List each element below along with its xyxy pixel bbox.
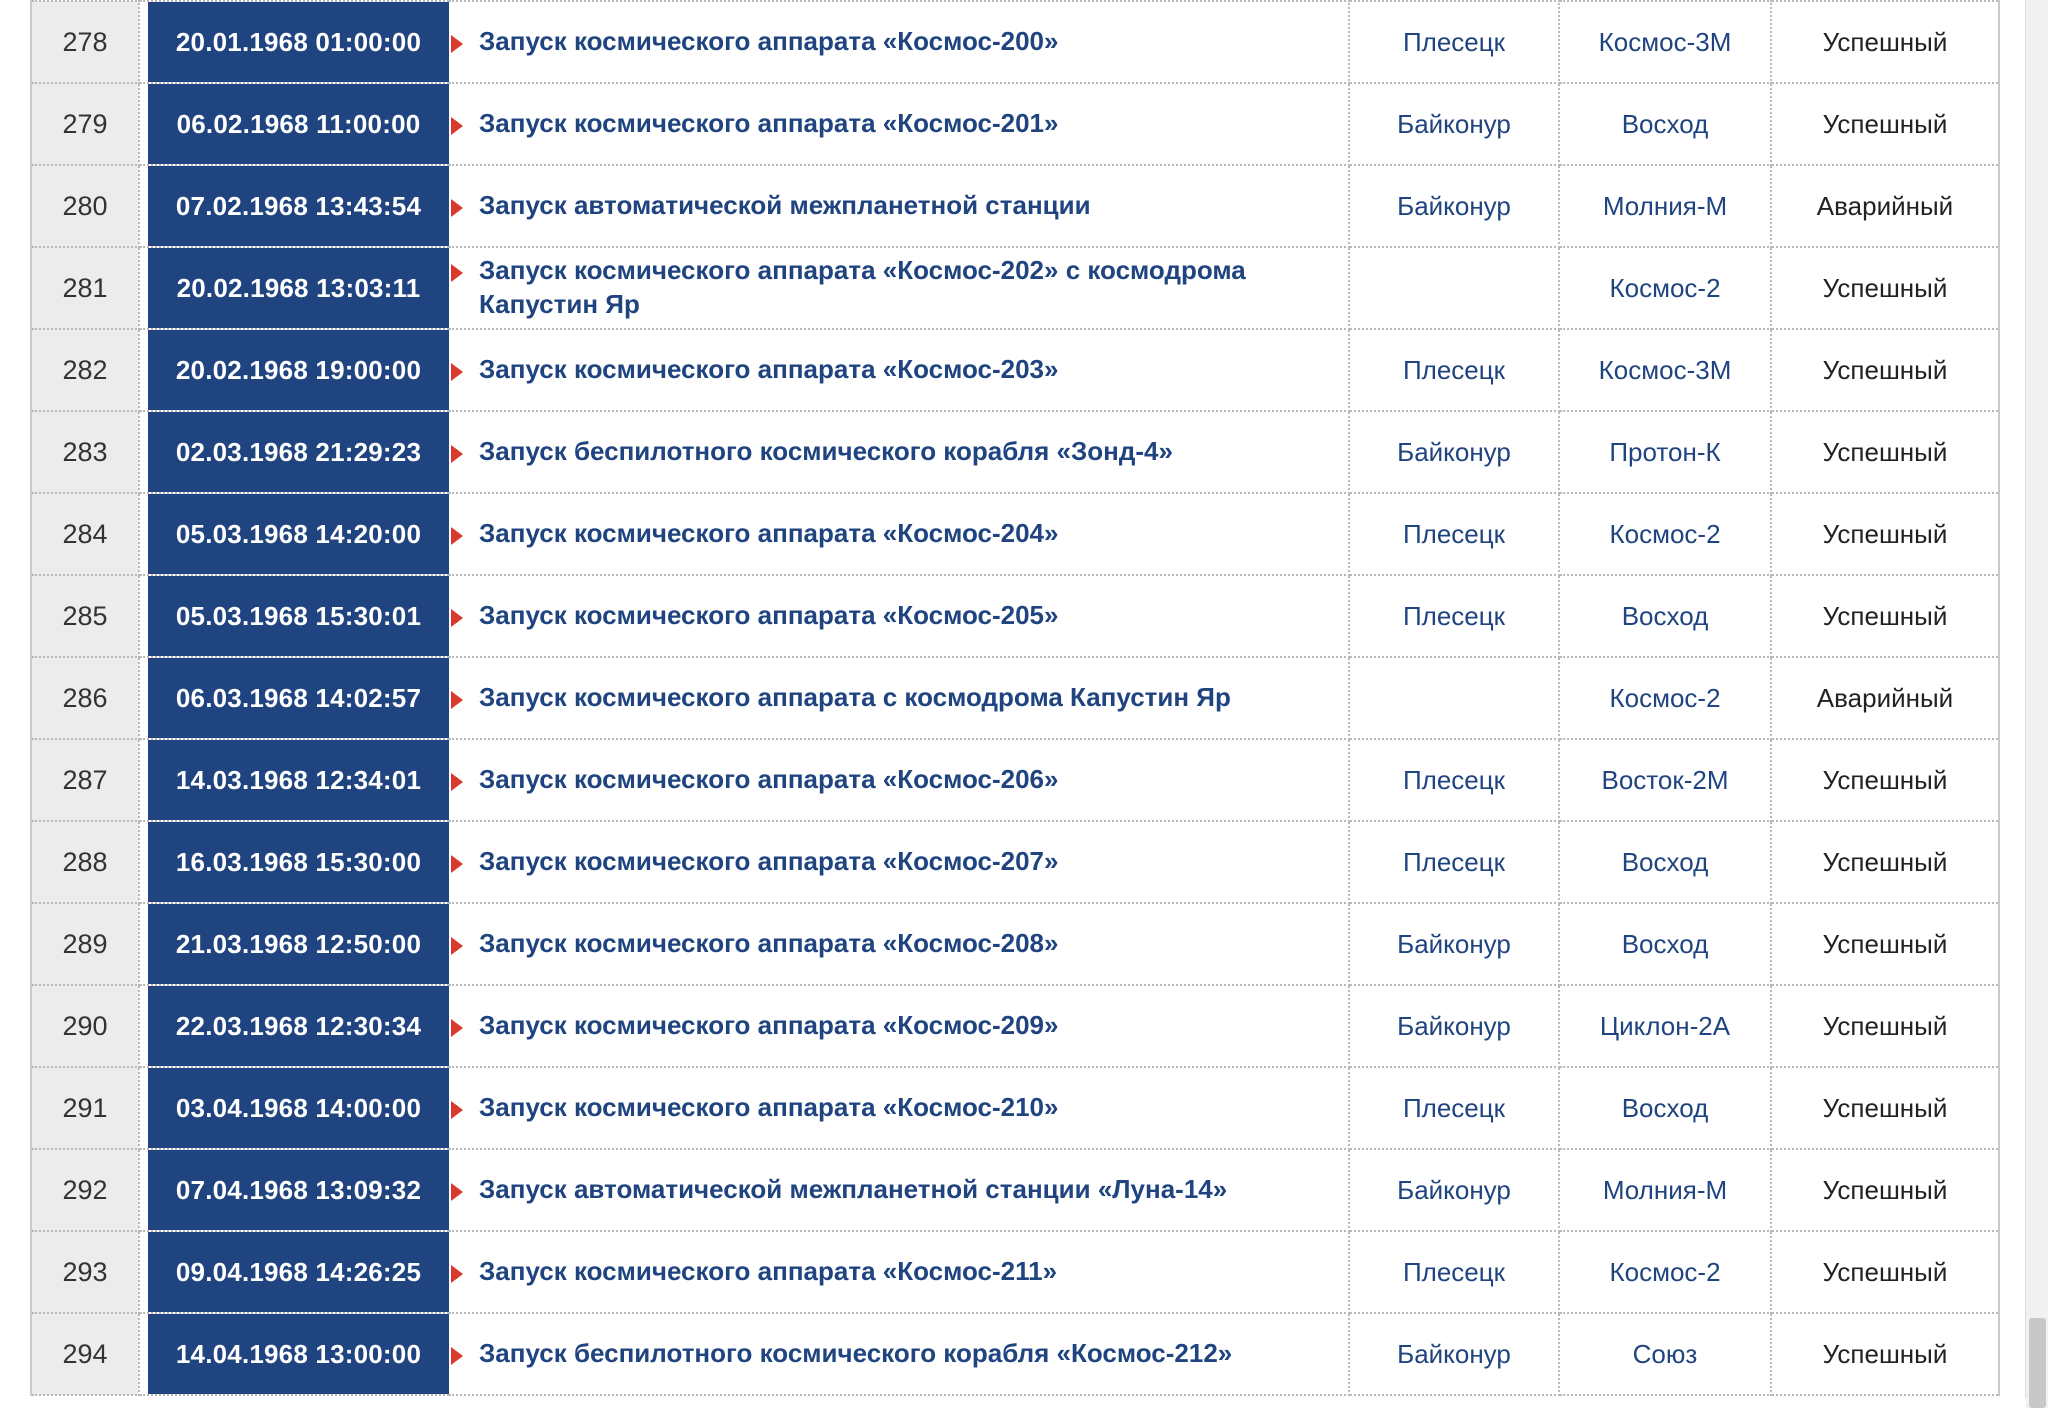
datetime-badge: 06.03.1968 14:02:57 [148,658,449,738]
row-description-cell [449,1231,1349,1313]
launch-site[interactable]: Плесецк [1349,1231,1559,1313]
datetime-badge: 20.02.1968 13:03:11 [148,248,449,328]
status-text: Успешный [1822,108,1948,139]
datetime-badge: 05.03.1968 15:30:01 [148,576,449,656]
datetime-badge: 06.02.1968 11:00:00 [148,84,449,164]
row-datetime-cell [139,985,449,1067]
launch-site[interactable]: Плесецк [1349,575,1559,657]
launch-vehicle[interactable]: Протон-К [1559,411,1771,493]
status-text: Аварийный [1816,682,1954,713]
datetime-badge: 07.04.1968 13:09:32 [148,1150,449,1230]
triangle-right-icon [449,526,465,546]
event-link[interactable]: Запуск космического аппарата «Космос-206» [479,764,1059,795]
row-datetime-cell [139,1231,449,1313]
scrollbar-thumb[interactable] [2029,1318,2046,1408]
launch-vehicle[interactable]: Восход [1559,575,1771,657]
row-number: 286 [31,657,139,739]
status-badge [1771,247,1999,329]
row-description-cell [449,83,1349,165]
launch-vehicle[interactable]: Восток-2М [1559,739,1771,821]
datetime-badge: 07.02.1968 13:43:54 [148,166,449,246]
status-badge [1771,985,1999,1067]
row-datetime-cell [139,329,449,411]
launch-site[interactable]: Байконур [1349,165,1559,247]
launch-site[interactable]: Байконур [1349,83,1559,165]
launch-site[interactable]: Байконур [1349,1149,1559,1231]
row-number: 288 [31,821,139,903]
launch-vehicle[interactable]: Космос-2 [1559,493,1771,575]
table-row[interactable] [31,411,1999,493]
row-number: 287 [31,739,139,821]
row-number: 279 [31,83,139,165]
triangle-right-icon [449,1100,465,1120]
event-link[interactable]: Запуск космического аппарата «Космос-209» [479,1010,1059,1041]
launch-vehicle[interactable]: Космос-2 [1559,657,1771,739]
row-description-cell [449,247,1349,329]
launch-site[interactable]: Плесецк [1349,329,1559,411]
event-link[interactable]: Запуск беспилотного космического корабля «Зонд-4» [479,436,1173,467]
row-datetime-cell [139,903,449,985]
triangle-right-icon [449,34,465,54]
launch-site[interactable] [1349,657,1559,739]
status-text: Успешный [1822,354,1948,385]
datetime-badge: 05.03.1968 14:20:00 [148,494,449,574]
event-link[interactable]: Запуск космического аппарата «Космос-204» [479,518,1059,549]
row-datetime-cell [139,575,449,657]
datetime-badge: 16.03.1968 15:30:00 [148,822,449,902]
status-badge [1771,1231,1999,1313]
status-text: Успешный [1822,1174,1948,1205]
datetime-badge: 21.03.1968 12:50:00 [148,904,449,984]
row-description-cell [449,1067,1349,1149]
row-datetime-cell [139,739,449,821]
launch-site[interactable]: Плесецк [1349,493,1559,575]
event-link[interactable]: Запуск автоматической межпланетной станции «Луна-14» [479,1174,1228,1205]
table-row[interactable] [31,821,1999,903]
status-badge [1771,329,1999,411]
triangle-right-icon [449,362,465,382]
row-datetime-cell [139,165,449,247]
triangle-right-icon [449,854,465,874]
status-text: Успешный [1822,928,1948,959]
launch-vehicle[interactable]: Молния-М [1559,165,1771,247]
event-link[interactable]: Запуск космического аппарата «Космос-203» [479,354,1059,385]
status-text: Успешный [1822,764,1948,795]
status-text: Успешный [1822,1092,1948,1123]
triangle-right-icon [449,263,465,283]
status-badge [1771,657,1999,739]
table-row[interactable] [31,657,1999,739]
status-text: Аварийный [1816,190,1954,221]
launch-vehicle[interactable]: Восход [1559,83,1771,165]
datetime-badge: 22.03.1968 12:30:34 [148,986,449,1066]
status-badge [1771,165,1999,247]
triangle-right-icon [449,198,465,218]
row-description-cell [449,493,1349,575]
row-number: 294 [31,1313,139,1395]
launch-vehicle[interactable]: Восход [1559,821,1771,903]
launch-site[interactable]: Байконур [1349,985,1559,1067]
row-description-cell [449,1313,1349,1395]
row-description-cell [449,903,1349,985]
row-description-cell [449,1149,1349,1231]
datetime-badge: 14.03.1968 12:34:01 [148,740,449,820]
row-datetime-cell [139,1,449,83]
triangle-right-icon [449,936,465,956]
status-text: Успешный [1822,1010,1948,1041]
table-row[interactable] [31,985,1999,1067]
table-row[interactable] [31,329,1999,411]
row-number: 283 [31,411,139,493]
table-row[interactable] [31,83,1999,165]
row-description-cell [449,657,1349,739]
row-number: 281 [31,247,139,329]
status-badge [1771,575,1999,657]
row-number: 284 [31,493,139,575]
datetime-badge: 14.04.1968 13:00:00 [148,1314,449,1394]
status-badge [1771,739,1999,821]
row-description-cell [449,575,1349,657]
event-link[interactable]: Запуск космического аппарата «Космос-202» с космодрома Капустин Яр [479,255,1246,319]
event-link[interactable]: Запуск космического аппарата «Космос-200» [479,26,1059,57]
status-text: Успешный [1822,1338,1948,1369]
row-description-cell [449,821,1349,903]
status-text: Успешный [1822,26,1948,57]
event-link[interactable]: Запуск космического аппарата «Космос-201» [479,108,1059,139]
status-text: Успешный [1822,1256,1948,1287]
table-row[interactable] [31,1231,1999,1313]
row-number: 280 [31,165,139,247]
status-text: Успешный [1822,272,1948,303]
table-row[interactable] [31,493,1999,575]
status-badge [1771,1067,1999,1149]
launch-table-body [31,1,1999,1395]
triangle-right-icon [449,608,465,628]
row-datetime-cell [139,493,449,575]
event-link[interactable]: Запуск автоматической межпланетной станции [479,190,1091,221]
event-link[interactable]: Запуск беспилотного космического корабля «Космос-212» [479,1338,1233,1369]
table-row[interactable] [31,1149,1999,1231]
datetime-badge: 20.01.1968 01:00:00 [148,2,449,82]
row-datetime-cell [139,411,449,493]
launch-vehicle[interactable]: Космос-2 [1559,247,1771,329]
status-badge [1771,821,1999,903]
triangle-right-icon [449,1018,465,1038]
launch-site[interactable]: Байконур [1349,1313,1559,1395]
triangle-right-icon [449,116,465,136]
row-datetime-cell [139,821,449,903]
launch-site[interactable]: Плесецк [1349,739,1559,821]
row-number: 278 [31,1,139,83]
launch-table [30,0,2000,1396]
triangle-right-icon [449,1182,465,1202]
row-description-cell [449,411,1349,493]
table-row[interactable] [31,1,1999,83]
launch-site[interactable]: Плесецк [1349,1,1559,83]
status-badge [1771,83,1999,165]
triangle-right-icon [449,1264,465,1284]
launch-vehicle[interactable]: Космос-3М [1559,1,1771,83]
launch-site[interactable]: Плесецк [1349,1067,1559,1149]
launch-site[interactable]: Плесецк [1349,821,1559,903]
table-row[interactable] [31,739,1999,821]
event-link[interactable]: Запуск космического аппарата с космодрома Капустин Яр [479,682,1231,713]
row-number: 285 [31,575,139,657]
event-link[interactable]: Запуск космического аппарата «Космос-208» [479,928,1059,959]
row-number: 290 [31,985,139,1067]
table-row[interactable] [31,165,1999,247]
event-link[interactable]: Запуск космического аппарата «Космос-207» [479,846,1059,877]
datetime-badge: 02.03.1968 21:29:23 [148,412,449,492]
status-badge [1771,493,1999,575]
row-number: 292 [31,1149,139,1231]
event-link[interactable]: Запуск космического аппарата «Космос-205» [479,600,1059,631]
launch-vehicle[interactable]: Восход [1559,903,1771,985]
row-description-cell [449,1,1349,83]
row-datetime-cell [139,247,449,329]
table-row[interactable] [31,1067,1999,1149]
launch-site[interactable]: Байконур [1349,411,1559,493]
row-number: 291 [31,1067,139,1149]
row-description-cell [449,985,1349,1067]
row-datetime-cell [139,1313,449,1395]
launch-vehicle[interactable]: Космос-2 [1559,1231,1771,1313]
row-description-cell [449,329,1349,411]
row-description-cell [449,165,1349,247]
event-link[interactable]: Запуск космического аппарата «Космос-211» [479,1256,1058,1287]
status-badge [1771,1313,1999,1395]
event-link[interactable]: Запуск космического аппарата «Космос-210» [479,1092,1059,1123]
status-badge [1771,1,1999,83]
triangle-right-icon [449,690,465,710]
launch-vehicle[interactable]: Восход [1559,1067,1771,1149]
row-number: 289 [31,903,139,985]
triangle-right-icon [449,772,465,792]
row-number: 293 [31,1231,139,1313]
row-datetime-cell [139,1149,449,1231]
table-row[interactable] [31,575,1999,657]
datetime-badge: 09.04.1968 14:26:25 [148,1232,449,1312]
row-number: 282 [31,329,139,411]
datetime-badge: 03.04.1968 14:00:00 [148,1068,449,1148]
status-text: Успешный [1822,518,1948,549]
triangle-right-icon [449,1346,465,1366]
status-text: Успешный [1822,846,1948,877]
launch-vehicle[interactable]: Молния-М [1559,1149,1771,1231]
datetime-badge: 20.02.1968 19:00:00 [148,330,449,410]
status-badge [1771,903,1999,985]
launch-vehicle[interactable]: Союз [1559,1313,1771,1395]
triangle-right-icon [449,444,465,464]
launch-site[interactable] [1349,247,1559,329]
status-text: Успешный [1822,436,1948,467]
table-row[interactable] [31,247,1999,329]
vertical-scrollbar[interactable] [2025,0,2048,1408]
table-row[interactable] [31,1313,1999,1395]
row-datetime-cell [139,657,449,739]
launch-site[interactable]: Байконур [1349,903,1559,985]
status-text: Успешный [1822,600,1948,631]
launch-vehicle[interactable]: Циклон-2А [1559,985,1771,1067]
row-datetime-cell [139,1067,449,1149]
table-row[interactable] [31,903,1999,985]
status-badge [1771,1149,1999,1231]
row-description-cell [449,739,1349,821]
page-bottom-strip [0,1398,2026,1408]
launch-vehicle[interactable]: Космос-3М [1559,329,1771,411]
status-badge [1771,411,1999,493]
row-datetime-cell [139,83,449,165]
